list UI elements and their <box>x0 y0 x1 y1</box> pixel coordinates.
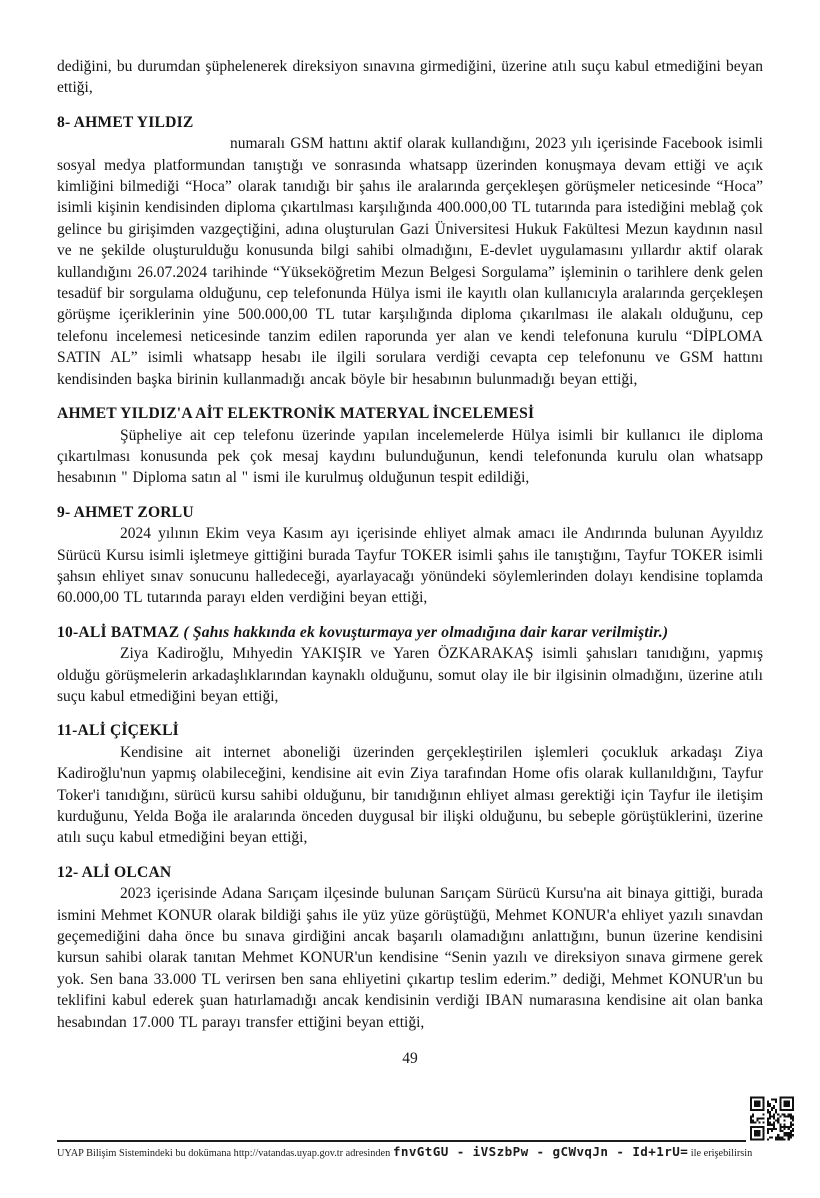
footer-prefix-text: UYAP Bilişim Sistemindeki bu dokümana http://vatandas.uyap.gov.tr adresinden <box>57 1148 391 1159</box>
section-heading <box>57 720 763 741</box>
section-paragraph: 2024 yılının Ekim veya Kasım ayı içerisinde ehliyet almak amacı ile Andırında bulunan Ayyıldız Sürücü Kursu isimli işletmeye gittiğini burada Tayfur TOKER isimli şahıs ile tanıştığını, Tayfur TOKER isimli şahsın ehliyet sınav sonucunu halledeceği, ayarlayacağı yönündeki söylemlerinden dolayı kendisine toplamda 60.000,00 TL tutarında parayı elden verdiğini beyan ettiği, <box>57 525 763 607</box>
section-paragraph: Ziya Kadiroğlu, Mıhyedin YAKIŞIR ve Yaren ÖZKARAKAŞ isimli şahısları tanıdığını, yapmış olduğu görüşmelerin arkadaşlıklarından kaynaklı olduğunu, somut olay ile bir ilgisinin olmadığını, üzerine atılı suçu kabul etmediğini beyan ettiği, <box>57 645 763 705</box>
footer-divider <box>57 1140 746 1142</box>
section-10-ali-batmaz <box>57 622 763 708</box>
section-11-ali-cicekli <box>57 720 763 848</box>
section-heading <box>57 403 763 424</box>
section-paragraph: numaralı GSM hattını aktif olarak kullandığını, 2023 yılı içerisinde Facebook isimli sosyal medya platformundan tanıştığı ve sonrasında whatsapp üzerinden konuşmaya devam ettiği ve açık kimliğini bilmediği “Hoca” olarak tanıdığı bir şahıs ile aralarında gerçekleşen görüşmeler neticesinde “Hoca” isimli kişinin kendisinden diploma çıkartılması karşılığında 400.000,00 TL tutarında para istediğini meblağ çok gelince bu girişimden vazgeçtiğini, adına oluşturulan Gazi Üniversitesi Hukuk Fakültesi Mezun kaydının nasıl ve ne şekilde oluşturulduğu konusunda bilgi sahibi olmadığını, E-devlet uygulamasını yıllardır aktif olarak kullandığını 26.07.2024 tarihinde “Yükseköğretim Mezun Belgesi Sorgulama” işleminin o tarihlere denk gelen tesadüf bir sorgulama olduğunu, cep telefonunda Hülya ismi ile kayıtlı olan kullanıcıyla aralarında gerçekleşen görüşme içeriklerinin yine 500.000,00 TL tutar karşılığında diploma çıkarılması ile alakalı olduğunu, cep telefonu incelemesi neticesinde tanzim edilen raporunda yer alan ve kendi telefonuna kurulu “DİPLOMA SATIN AL” isimli whatsapp hesabı ile ilgili sorulara verdiği cevapta cep telefonunu ve GSM hattını kendisinden başka birinin kullanmadığı ancak böyle bir hesabının bulunmadığı beyan ettiği, <box>57 135 763 388</box>
footer-suffix-text: ile erişebilirsin <box>690 1148 753 1159</box>
continuation-paragraph: dediğini, bu durumdan şüphelenerek direksiyon sınavına girmediğini, üzerine atılı suçu kabul etmediğini beyan ettiği, <box>57 58 763 97</box>
section-heading-text: 11-ALİ ÇİÇEKLİ <box>57 722 179 740</box>
section-heading <box>57 622 763 643</box>
qr-code-icon <box>750 1095 794 1142</box>
page-number: 49 <box>402 1050 418 1067</box>
section-heading-text: 12- ALİ OLCAN <box>57 863 172 881</box>
section-12-ali-olcan <box>57 862 763 1033</box>
section-9-ahmet-zorlu <box>57 502 763 609</box>
section-heading-text: 8- AHMET YILDIZ <box>57 113 194 131</box>
section-heading-text: 9- AHMET ZORLU <box>57 503 194 521</box>
section-heading <box>57 862 763 883</box>
section-heading <box>57 112 763 133</box>
section-paragraph: Kendisine ait internet aboneliği üzerinden gerçekleştirilen işlemleri çocukluk arkadaşı Ziya Kadiroğlu'nun yapmış olabileceğini, kendisine ait evin Ziya tarafından Home ofis olarak kullanıldığını, Tayfur Toker'i tanıdığını, sürücü kursu sahibi olduğunu, bir tanıdığının ehliyet alması gerektiği için Tayfur ile iletişim kurduğunu, Yelda Boğa ile aralarında önceden duygusal bir ilişki olduğunu, bu sebeple görüştüklerini, üzerine atılı suçu kabul etmediğini beyan ettiği, <box>57 743 763 847</box>
document-body <box>57 56 763 1033</box>
section-heading-note: ( Şahıs hakkında ek kovuşturmaya yer olmadığına dair karar verilmiştir.) <box>183 623 669 641</box>
footer-verification-code: fnvGtGU - iVSzbPw - gCWvqJn - Id+1rU= <box>392 1144 689 1159</box>
section-paragraph: Şüpheliye ait cep telefonu üzerinde yapılan incelemelerde Hülya isimli bir kullanıcı ile diploma çıkartılması konusunda pek çok mesaj kaydını bulunduğunun, kendi telefonunda kurulu olan whatsapp hesabının " Diploma satın al " ismi ile kurulmuş olduğunun tespit edildiği, <box>57 426 763 487</box>
section-heading-text: AHMET YILDIZ'A AİT ELEKTRONİK MATERYAL İNCELEMESİ <box>57 405 535 423</box>
section-heading-text: 10-ALİ BATMAZ <box>57 623 180 641</box>
section-elektronik-materyal-incelemesi <box>57 403 763 489</box>
section-8-ahmet-yildiz <box>57 112 763 390</box>
footer <box>57 1144 767 1159</box>
section-paragraph: 2023 içerisinde Adana Sarıçam ilçesinde bulunan Sarıçam Sürücü Kursu'na ait binaya gittiği, burada ismini Mehmet KONUR olarak bildiği şahıs ile yüz yüze görüştüğü, Mehmet KONUR'a ehliyet yazılı sınavdan geçemediğini daha önce bu sınava girdiğini ancak başarılı olamadığını anlattığını, bunun üzerine kendisini kursun sahibi olarak tanıtan Mehmet KONUR'un kendisine “Senin yazılı ve direksiyon sınava girmene gerek yok. Sen bana 33.000 TL verirsen ben sana ehliyetini çıkartıp teslim ederim.” dediği, Mehmet KONUR'un bu teklifini kabul ederek şuan hatırlamadığı ancak kendisinin verdiği IBAN numarasına kendisine ait olan banka hesabından 17.000 TL parayı transfer ettiğini beyan ettiği, <box>57 885 763 1031</box>
section-heading <box>57 502 763 523</box>
